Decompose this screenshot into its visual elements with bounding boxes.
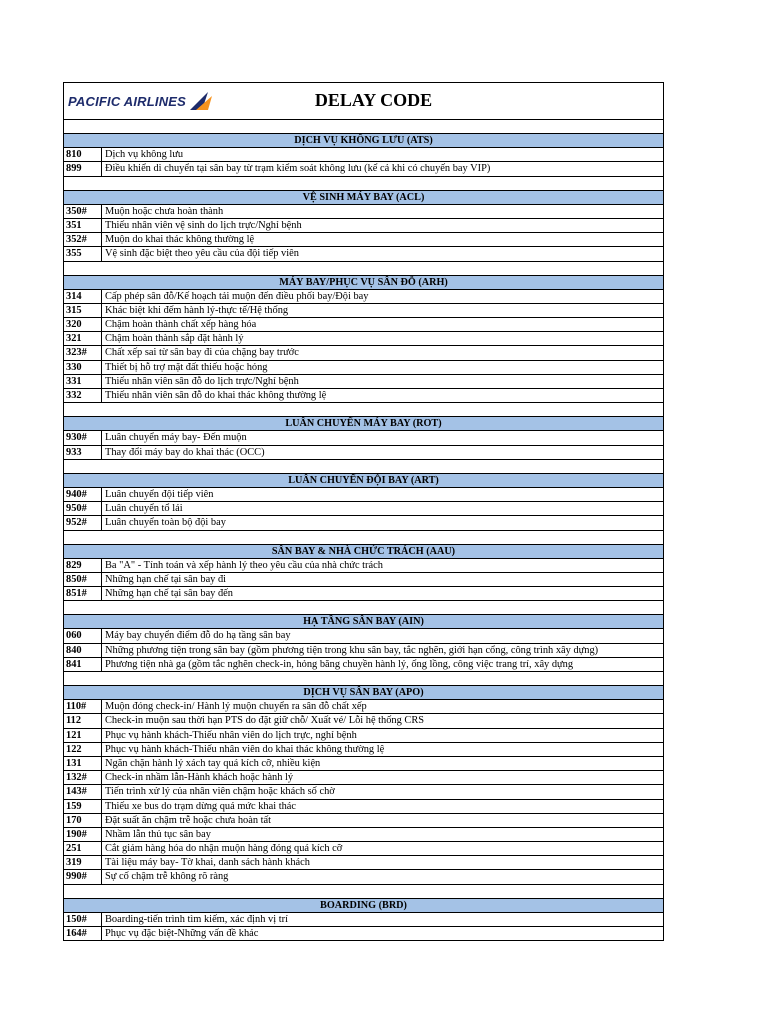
table-row <box>64 431 663 445</box>
spacer-row <box>64 120 663 134</box>
table-row <box>64 800 663 814</box>
delay-description: Phương tiện nhà ga (gồm tắc nghẽn check-in, hỏng băng chuyền hành lý, ống lồng, công việc trang trí, xây dựng <box>105 658 574 670</box>
delay-description: Dịch vụ không lưu <box>105 149 184 161</box>
delay-code: 190# <box>64 828 102 841</box>
spacer-row <box>64 403 663 417</box>
delay-code: 351 <box>64 219 102 232</box>
delay-code: 950# <box>64 502 102 515</box>
delay-description: Chậm hoàn thành sắp đặt hành lý <box>105 333 244 345</box>
delay-code: 321 <box>64 332 102 345</box>
delay-description: Tài liệu máy bay- Tờ khai, danh sách hành khách <box>105 857 310 869</box>
delay-code: 060 <box>64 629 102 642</box>
delay-description: Những hạn chế tại sân bay đi <box>105 573 227 585</box>
table-row <box>64 219 663 233</box>
table-row <box>64 658 663 672</box>
delay-code: 110# <box>64 700 102 713</box>
delay-code: 841 <box>64 658 102 671</box>
delay-code: 990# <box>64 870 102 883</box>
spacer-row <box>64 262 663 276</box>
spacer-row <box>64 531 663 545</box>
delay-code: 899 <box>64 162 102 175</box>
delay-code: 332 <box>64 389 102 402</box>
table-row <box>64 700 663 714</box>
delay-description: Muộn do khai thác không thường lệ <box>105 234 255 246</box>
delay-code: 851# <box>64 587 102 600</box>
delay-code: 952# <box>64 516 102 529</box>
table-row <box>64 516 663 530</box>
delay-code-table <box>64 120 663 940</box>
spacer-row <box>64 460 663 474</box>
delay-description: Phục vụ hành khách-Thiếu nhân viên do khai thác không thường lệ <box>105 743 385 755</box>
delay-code: 170 <box>64 814 102 827</box>
logo-text: PACIFIC AIRLINES <box>68 93 187 109</box>
table-row <box>64 927 663 940</box>
table-row <box>64 233 663 247</box>
delay-code: 323# <box>64 346 102 359</box>
delay-description: Thiếu nhân viên sân đỗ do lịch trực/Nghỉ bệnh <box>105 375 299 387</box>
delay-description: Luân chuyển máy bay- Đến muộn <box>105 432 247 444</box>
delay-code: 330 <box>64 361 102 374</box>
table-row <box>64 714 663 728</box>
table-row <box>64 856 663 870</box>
table-row <box>64 162 663 176</box>
spacer-row <box>64 885 663 899</box>
delay-description: Muộn hoặc chưa hoàn thành <box>105 205 224 217</box>
delay-code: 159 <box>64 800 102 813</box>
delay-code: 829 <box>64 559 102 572</box>
table-row <box>64 346 663 360</box>
delay-description: Thiếu nhân viên sân đỗ do khai thác không thường lệ <box>105 390 327 401</box>
delay-description: Phục vụ đặc biệt-Những vấn đề khác <box>105 928 259 939</box>
delay-description: Thay đổi máy bay do khai thác (OCC) <box>105 446 265 458</box>
delay-description: Thiếu xe bus do trạm dừng quá mức khai thác <box>105 800 297 812</box>
delay-code: 331 <box>64 375 102 388</box>
delay-code: 350# <box>64 205 102 218</box>
spacer-row <box>64 601 663 615</box>
delay-description: Đặt suất ăn chậm trễ hoặc chưa hoàn tất <box>105 814 272 826</box>
table-row <box>64 573 663 587</box>
delay-code: 850# <box>64 573 102 586</box>
delay-code: 112 <box>64 714 102 727</box>
section-title: BOARDING (BRD) <box>64 899 663 913</box>
delay-code: 164# <box>64 927 102 940</box>
delay-code: 933 <box>64 446 102 459</box>
table-row <box>64 629 663 643</box>
delay-code: 355 <box>64 247 102 260</box>
section-title: DỊCH VỤ SÂN BAY (APO) <box>64 686 663 700</box>
delay-description: Cấp phép sân đỗ/Kế hoạch tải muộn đến điều phối bay/Đội bay <box>105 290 369 302</box>
table-row <box>64 757 663 771</box>
spacer-row <box>64 672 663 686</box>
delay-description: Điều khiển di chuyển tại sân bay từ trạm kiểm soát không lưu (kể cả khi có chuyến bay VIP) <box>105 163 491 175</box>
table-row <box>64 644 663 658</box>
table-row <box>64 389 663 403</box>
section-title: DỊCH VỤ KHÔNG LƯU (ATS) <box>64 134 663 148</box>
document-title: DELAY CODE <box>314 90 433 110</box>
section-title: VỆ SINH MÁY BAY (ACL) <box>64 191 663 205</box>
table-row <box>64 318 663 332</box>
section-title: HẠ TẦNG SÂN BAY (AIN) <box>64 615 663 629</box>
delay-description: Thiết bị hỗ trợ mặt đất thiếu hoặc hỏng <box>105 361 268 373</box>
table-row <box>64 729 663 743</box>
delay-code: 143# <box>64 785 102 798</box>
delay-description: Boarding-tiến trình tìm kiếm, xác định vị trí <box>105 913 288 925</box>
delay-code: 314 <box>64 290 102 303</box>
delay-description: Sự cố chậm trễ không rõ ràng <box>105 871 229 883</box>
table-row <box>64 814 663 828</box>
table-row <box>64 205 663 219</box>
delay-description: Khác biệt khi đếm hành lý-thực tế/Hệ thống <box>105 304 289 316</box>
delay-description: Luân chuyển toàn bộ đội bay <box>105 517 226 529</box>
delay-description: Tiến trình xử lý của nhân viên chậm hoặc khách số chờ <box>105 786 335 798</box>
delay-code: 150# <box>64 913 102 926</box>
table-row <box>64 559 663 573</box>
delay-description: Những hạn chế tại sân bay đến <box>105 588 233 600</box>
table-row <box>64 771 663 785</box>
delay-description: Nhầm lẫn thủ tục sân bay <box>105 828 211 840</box>
table-row <box>64 247 663 261</box>
table-row <box>64 304 663 318</box>
table-row <box>64 502 663 516</box>
delay-description: Muộn đóng check-in/ Hành lý muộn chuyển ra sân đỗ chất xếp <box>105 701 367 713</box>
delay-code: 352# <box>64 233 102 246</box>
table-row <box>64 828 663 842</box>
table-row <box>64 587 663 601</box>
table-row <box>64 785 663 799</box>
delay-code: 251 <box>64 842 102 855</box>
delay-description: Check-in muộn sau thời hạn PTS do đặt giữ chỗ/ Xuất vé/ Lỗi hệ thống CRS <box>105 715 425 727</box>
table-row <box>64 375 663 389</box>
delay-code-sheet <box>63 82 664 941</box>
delay-code: 131 <box>64 757 102 770</box>
delay-description: Luân chuyển đội tiếp viên <box>105 488 214 500</box>
table-row <box>64 148 663 162</box>
spacer-row <box>64 177 663 191</box>
delay-description: Vệ sinh đặc biệt theo yêu cầu của đội tiếp viên <box>105 248 299 260</box>
delay-description: Ba "A" - Tính toán và xếp hành lý theo yêu cầu của nhà chức trách <box>105 559 383 571</box>
delay-code: 840 <box>64 644 102 657</box>
delay-code: 122 <box>64 743 102 756</box>
delay-description: Chậm hoàn thành chất xếp hàng hóa <box>105 319 257 331</box>
table-row <box>64 446 663 460</box>
table-row <box>64 913 663 927</box>
table-row <box>64 488 663 502</box>
delay-description: Cắt giảm hàng hóa do nhận muộn hàng đóng quá kích cỡ <box>105 843 343 855</box>
section-title: LUÂN CHUYỂN MÁY BAY (ROT) <box>64 417 663 431</box>
delay-code: 319 <box>64 856 102 869</box>
table-row <box>64 842 663 856</box>
delay-code: 320 <box>64 318 102 331</box>
delay-description: Máy bay chuyển điểm đỗ do hạ tầng sân bay <box>105 630 291 642</box>
delay-description: Check-in nhầm lẫn-Hành khách hoặc hành lý <box>105 772 294 784</box>
table-row <box>64 743 663 757</box>
sheet-header <box>64 83 663 120</box>
delay-code: 810 <box>64 148 102 161</box>
section-title: LUÂN CHUYỂN ĐỘI BAY (ART) <box>64 474 663 488</box>
delay-code: 315 <box>64 304 102 317</box>
delay-description: Những phương tiện trong sân bay (gồm phương tiện trong khu sân bay, tắc nghẽn, giới hạn cổng, công trình xây dựng) <box>105 644 599 656</box>
section-title: SÂN BAY & NHÀ CHỨC TRÁCH (AAU) <box>64 545 663 559</box>
section-title: MÁY BAY/PHỤC VỤ SÂN ĐỖ (ARH) <box>64 276 663 290</box>
delay-description: Chất xếp sai từ sân bay đi của chặng bay trước <box>105 347 299 359</box>
delay-description: Luân chuyển tổ lái <box>105 503 183 515</box>
delay-code: 930# <box>64 431 102 444</box>
delay-description: Phục vụ hành khách-Thiếu nhân viên do lịch trực, nghỉ bệnh <box>105 729 357 741</box>
delay-description: Ngăn chặn hành lý xách tay quá kích cỡ, nhiều kiện <box>105 757 321 769</box>
delay-code: 132# <box>64 771 102 784</box>
delay-code: 121 <box>64 729 102 742</box>
table-row <box>64 290 663 304</box>
table-row <box>64 361 663 375</box>
table-row <box>64 870 663 884</box>
delay-description: Thiếu nhân viên vệ sinh do lịch trực/Nghỉ bệnh <box>105 219 302 231</box>
delay-code: 940# <box>64 488 102 501</box>
table-row <box>64 332 663 346</box>
